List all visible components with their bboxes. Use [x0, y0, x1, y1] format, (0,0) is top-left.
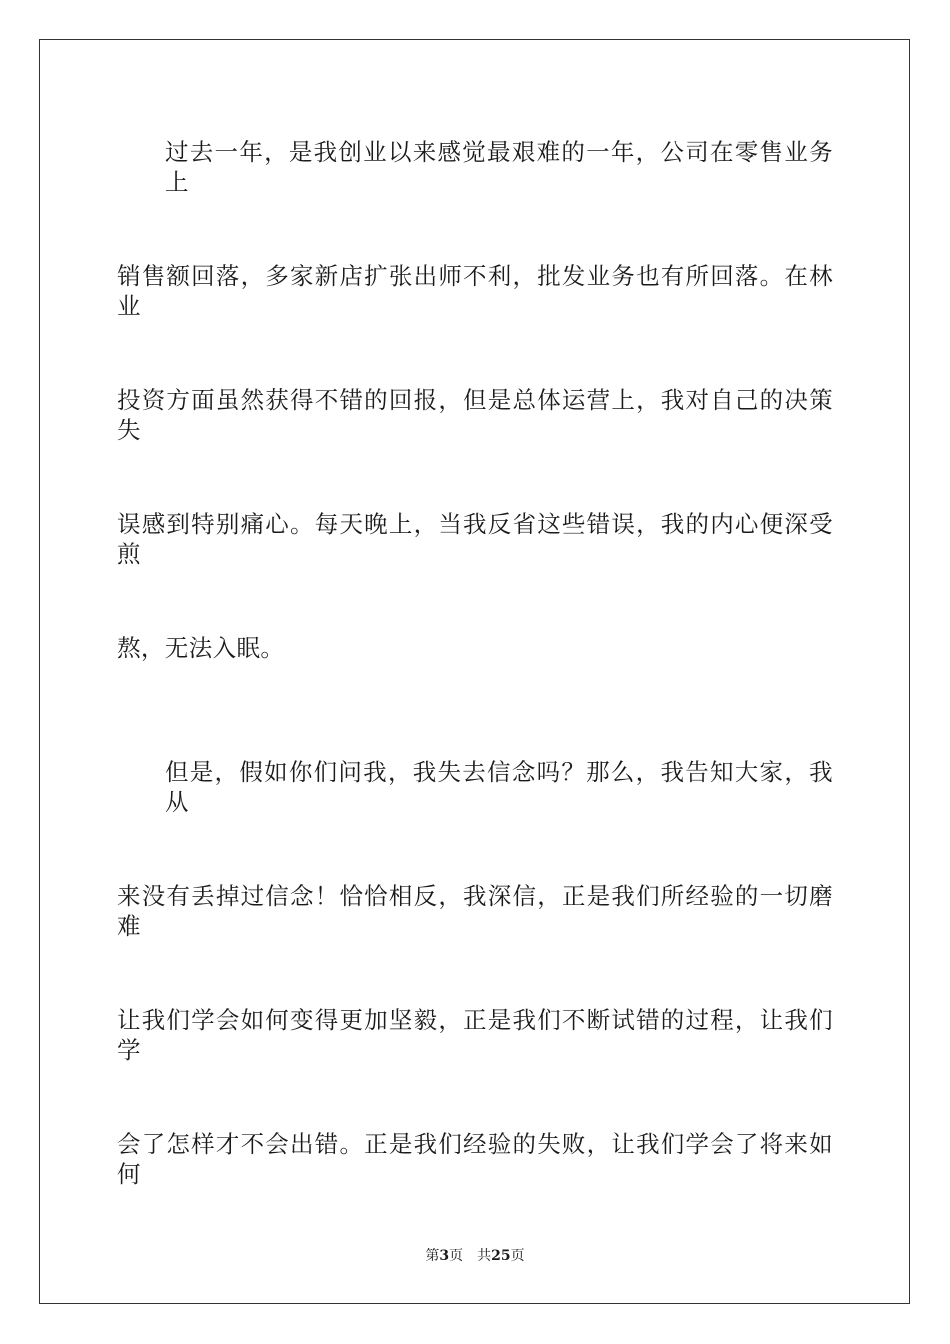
paragraph-1-line-4: 误感到特别痛心。每天晚上，当我反省这些错误，我的内心便深受煎: [117, 510, 833, 568]
page-prefix: 第: [425, 1248, 440, 1264]
total-suffix: 页: [510, 1248, 525, 1264]
paragraph-2-line-3: 让我们学会如何变得更加坚毅，正是我们不断试错的过程，让我们学: [117, 1006, 833, 1064]
page-suffix: 页: [449, 1248, 464, 1264]
paragraph-1-line-1: 过去一年，是我创业以来感觉最艰难的一年，公司在零售业务上: [165, 138, 833, 196]
page-number: 3: [439, 1248, 450, 1264]
paragraph-1-line-2: 销售额回落，多家新店扩张出师不利，批发业务也有所回落。在林业: [117, 262, 833, 320]
paragraph-2-line-2: 来没有丢掉过信念！恰恰相反，我深信，正是我们所经验的一切磨难: [117, 882, 833, 940]
paragraph-1-line-3: 投资方面虽然获得不错的回报，但是总体运营上，我对自己的决策失: [117, 386, 833, 444]
paragraph-2-line-1: 但是，假如你们问我，我失去信念吗？那么，我告知大家，我从: [165, 758, 833, 816]
page-footer: [0, 1247, 950, 1265]
total-pages: 25: [491, 1248, 511, 1264]
paragraph-2-line-4: 会了怎样才不会出错。正是我们经验的失败，让我们学会了将来如何: [117, 1130, 833, 1188]
page-border: [39, 39, 910, 1304]
paragraph-1-line-5: 熬，无法入眠。: [117, 634, 285, 662]
total-prefix: 共: [477, 1248, 492, 1264]
